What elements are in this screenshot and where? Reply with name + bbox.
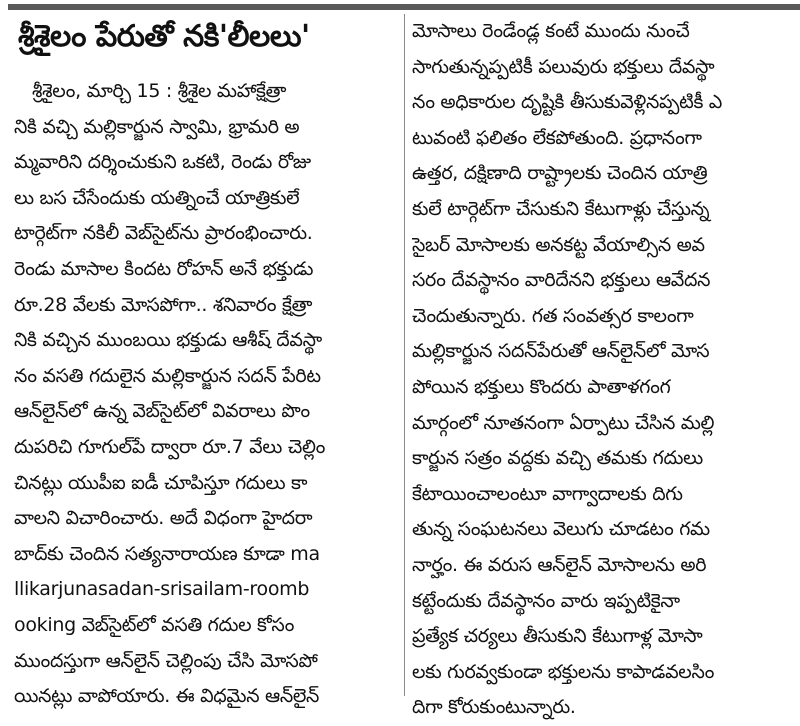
- article-line: ఉత్తర, దక్షిణాది రాష్ట్రాలకు చెందిన యాత్రి: [412, 162, 708, 185]
- article-line: కులే టార్గెట్‌గా చేసుకుని కేటుగాళ్లు చేస్తున్న: [412, 197, 710, 220]
- article-column-left: [14, 14, 396, 715]
- article-line: దుపరిచి గూగుల్‌పే ద్వారా రూ.7 వేలు చెల్లిం: [14, 435, 326, 458]
- article-line: కట్టేందుకు దేవస్థానం వారు ఇప్పటికైనా: [412, 589, 680, 612]
- article-line: పోయిన భక్తులు కొందరు పాతాళగంగ: [412, 375, 671, 398]
- article-line: లు బస చేసేందుకు యత్నించే యాత్రికులే: [14, 186, 300, 209]
- article-headline: శ్రీశైలం పేరుతో నకి'లీలలు': [18, 19, 310, 54]
- article-line: లకు గురవ్వకుండా భక్తులను కాపాడవలసిం: [412, 660, 715, 683]
- article-line: మల్లికార్జున సదన్‌పేరుతో ఆన్‌లైన్‌లో మోస: [412, 340, 710, 363]
- article-line: చెందుతున్నారు. గత సంవత్సర కాలంగా: [412, 304, 694, 327]
- article-line: తున్న సంఘటనలు వెలుగు చూడటం గమ: [412, 518, 710, 541]
- article-line: బాద్‌కు చెందిన సత్యనారాయణ కూడా ma: [14, 542, 320, 565]
- article-column-right: [412, 14, 796, 726]
- article-line: శ్రీశైలం, మార్చి 15 : శ్రీశైల మహాక్షేత్రా: [32, 80, 287, 102]
- article-line: దిగా కోరుకుంటున్నారు.: [412, 696, 576, 719]
- article-line: సాగుతున్నప్పటికీ పలువురు భక్తులు దేవస్థా: [412, 55, 715, 78]
- article-line: కార్జున సత్రం వద్దకు వచ్చి తమకు గదులు: [412, 447, 703, 470]
- article-line: నార్హం. ఈ వరుస ఆన్‌లైన్ మోసాలను అరి: [412, 553, 707, 576]
- article-line: ఆన్‌లైన్‌లో ఉన్న వెబ్‌సైట్‌లో వివరాలు పొం: [14, 400, 310, 423]
- article-line: కేటాయించాలంటూ వాగ్వాదాలకు దిగు: [412, 482, 683, 505]
- article-line: టువంటి ఫలితం లేకపోతుంది. ప్రధానంగా: [412, 126, 702, 149]
- top-rule: [8, 4, 800, 10]
- article-line: నం అధికారుల దృష్టికి తీసుకువెళ్లినప్పటికీ ఎ: [412, 91, 723, 114]
- article-line: టార్గెట్‌గా నకిలీ వెబ్‌సైట్‌ను ప్రారంభించారు.: [14, 222, 313, 245]
- article-line: సైబర్ మోసాలకు అనకట్ట వేయాల్సిన అవ: [412, 233, 705, 256]
- article-line: నికి వచ్చిన ముంబయి భక్తుడు ఆశీష్ దేవస్థా: [14, 329, 322, 352]
- article-line: నికి వచ్చి మల్లికార్జున స్వామి, భ్రామరి అ: [14, 115, 300, 138]
- article-line: మార్గంలో నూతనంగా ఏర్పాటు చేసిన మల్లి: [412, 411, 715, 434]
- article-line: ప్రత్యేక చర్యలు తీసుకుని కేటుగాళ్ల మోసా: [412, 625, 703, 648]
- article-line: నం వసతి గదులైన మల్లికార్జున సదన్ పేరిట: [14, 364, 321, 387]
- article-line: చినట్లు యుపీఐ ఐడీ చూపిస్తూ గదులు కా: [14, 471, 308, 494]
- article-line: llikarjunasadan-srisailam-roomb: [14, 578, 310, 601]
- article-line: ముందస్తుగా ఆన్‌లైన్ చెల్లింపు చేసి మోసపో: [14, 649, 318, 672]
- article-line: ooking వెబ్‌సైట్‌లో వసతి గదుల కోసం: [14, 613, 295, 636]
- article-line: వాలని విచారించారు. అదే విధంగా హైదరా: [14, 507, 313, 530]
- cut-off-next-article: [300, 702, 500, 714]
- article-line: మోసాలు రెండేండ్ల కంటే ముందు నుంచే: [412, 20, 690, 42]
- article-line: మ్మవారిని దర్శించుకుని ఒకటి, రెండు రోజు: [14, 151, 311, 174]
- article-line: యినట్లు వాపోయారు. ఈ విధమైన ఆన్‌లైన్: [14, 685, 320, 708]
- article-line: సరం దేవస్థానం వారిదేనని భక్తులు ఆవేదన: [412, 269, 711, 292]
- article-line: రూ.28 వేలకు మోసపోగా.. శనివారం క్షేత్రా: [14, 293, 313, 316]
- article-line: రెండు మాసాల కిందట రోహన్ అనే భక్తుడు: [14, 257, 314, 280]
- column-divider: [404, 14, 405, 696]
